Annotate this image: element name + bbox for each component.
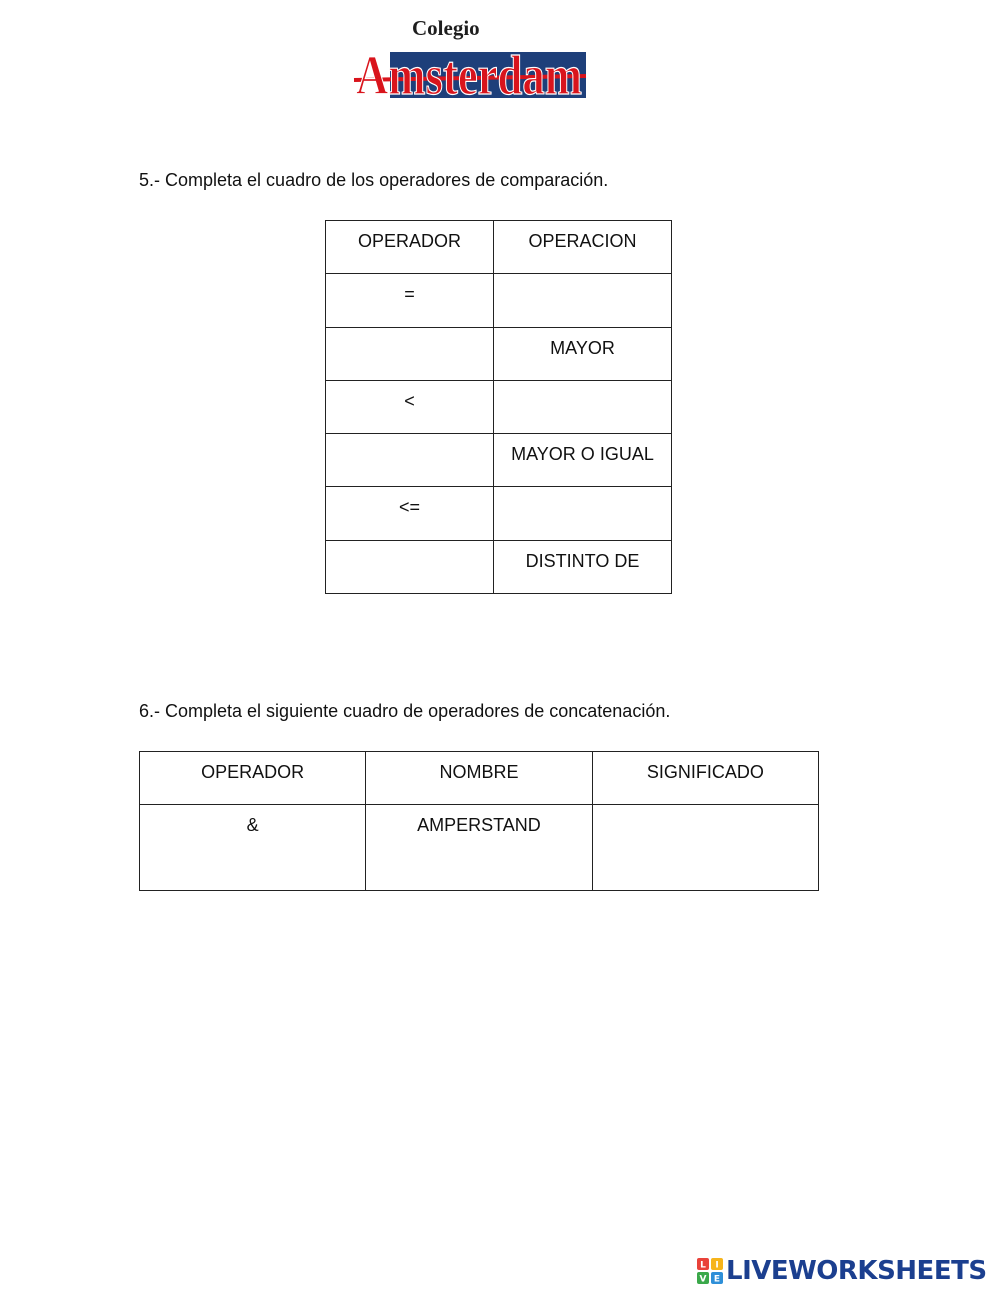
answer-cell-operador[interactable] (326, 434, 494, 487)
header-operacion: OPERACION (494, 221, 672, 274)
comparison-operators-table (325, 220, 672, 594)
badge-letter-l: L (700, 1260, 706, 1271)
table-row (326, 327, 672, 380)
badge-letter-i: I (715, 1260, 719, 1271)
table-row (326, 274, 672, 327)
table-row (326, 540, 672, 593)
header-operador: OPERADOR (326, 221, 494, 274)
cell-operador: <= (326, 487, 494, 540)
question-5-title: 5.- Completa el cuadro de los operadores de comparación. (139, 170, 609, 190)
question-6-title: 6.- Completa el siguiente cuadro de operadores de concatenación. (139, 701, 671, 721)
badge-letter-e: E (713, 1274, 721, 1285)
table-row (326, 380, 672, 433)
header-significado: SIGNIFICADO (592, 752, 818, 805)
liveworksheets-logo (697, 1256, 987, 1286)
cell-nombre: AMPERSTAND (366, 805, 592, 891)
header-operador: OPERADOR (140, 752, 366, 805)
table-row (326, 434, 672, 487)
school-logo (350, 8, 590, 112)
concatenation-operators-table (139, 751, 819, 891)
cell-operador: & (140, 805, 366, 891)
answer-cell-operacion[interactable] (494, 274, 672, 327)
cell-operador: < (326, 380, 494, 433)
logo-main-text: Amsterdam (356, 45, 582, 107)
cell-operador: = (326, 274, 494, 327)
table-row (326, 487, 672, 540)
answer-cell-significado[interactable] (592, 805, 818, 891)
liveworksheets-badge-icon (697, 1258, 723, 1284)
cell-operacion: DISTINTO DE (494, 540, 672, 593)
cell-operacion: MAYOR (494, 327, 672, 380)
table-header-row (140, 752, 819, 805)
answer-cell-operacion[interactable] (494, 380, 672, 433)
cell-operacion: MAYOR O IGUAL (494, 434, 672, 487)
answer-cell-operacion[interactable] (494, 487, 672, 540)
badge-letter-v: V (699, 1274, 707, 1285)
header-nombre: NOMBRE (366, 752, 592, 805)
liveworksheets-brand-text: LIVEWORKSHEETS (726, 1256, 987, 1286)
answer-cell-operador[interactable] (326, 327, 494, 380)
answer-cell-operador[interactable] (326, 540, 494, 593)
table-header-row (326, 221, 672, 274)
logo-top-text: Colegio (412, 16, 480, 40)
table-row (140, 805, 819, 891)
